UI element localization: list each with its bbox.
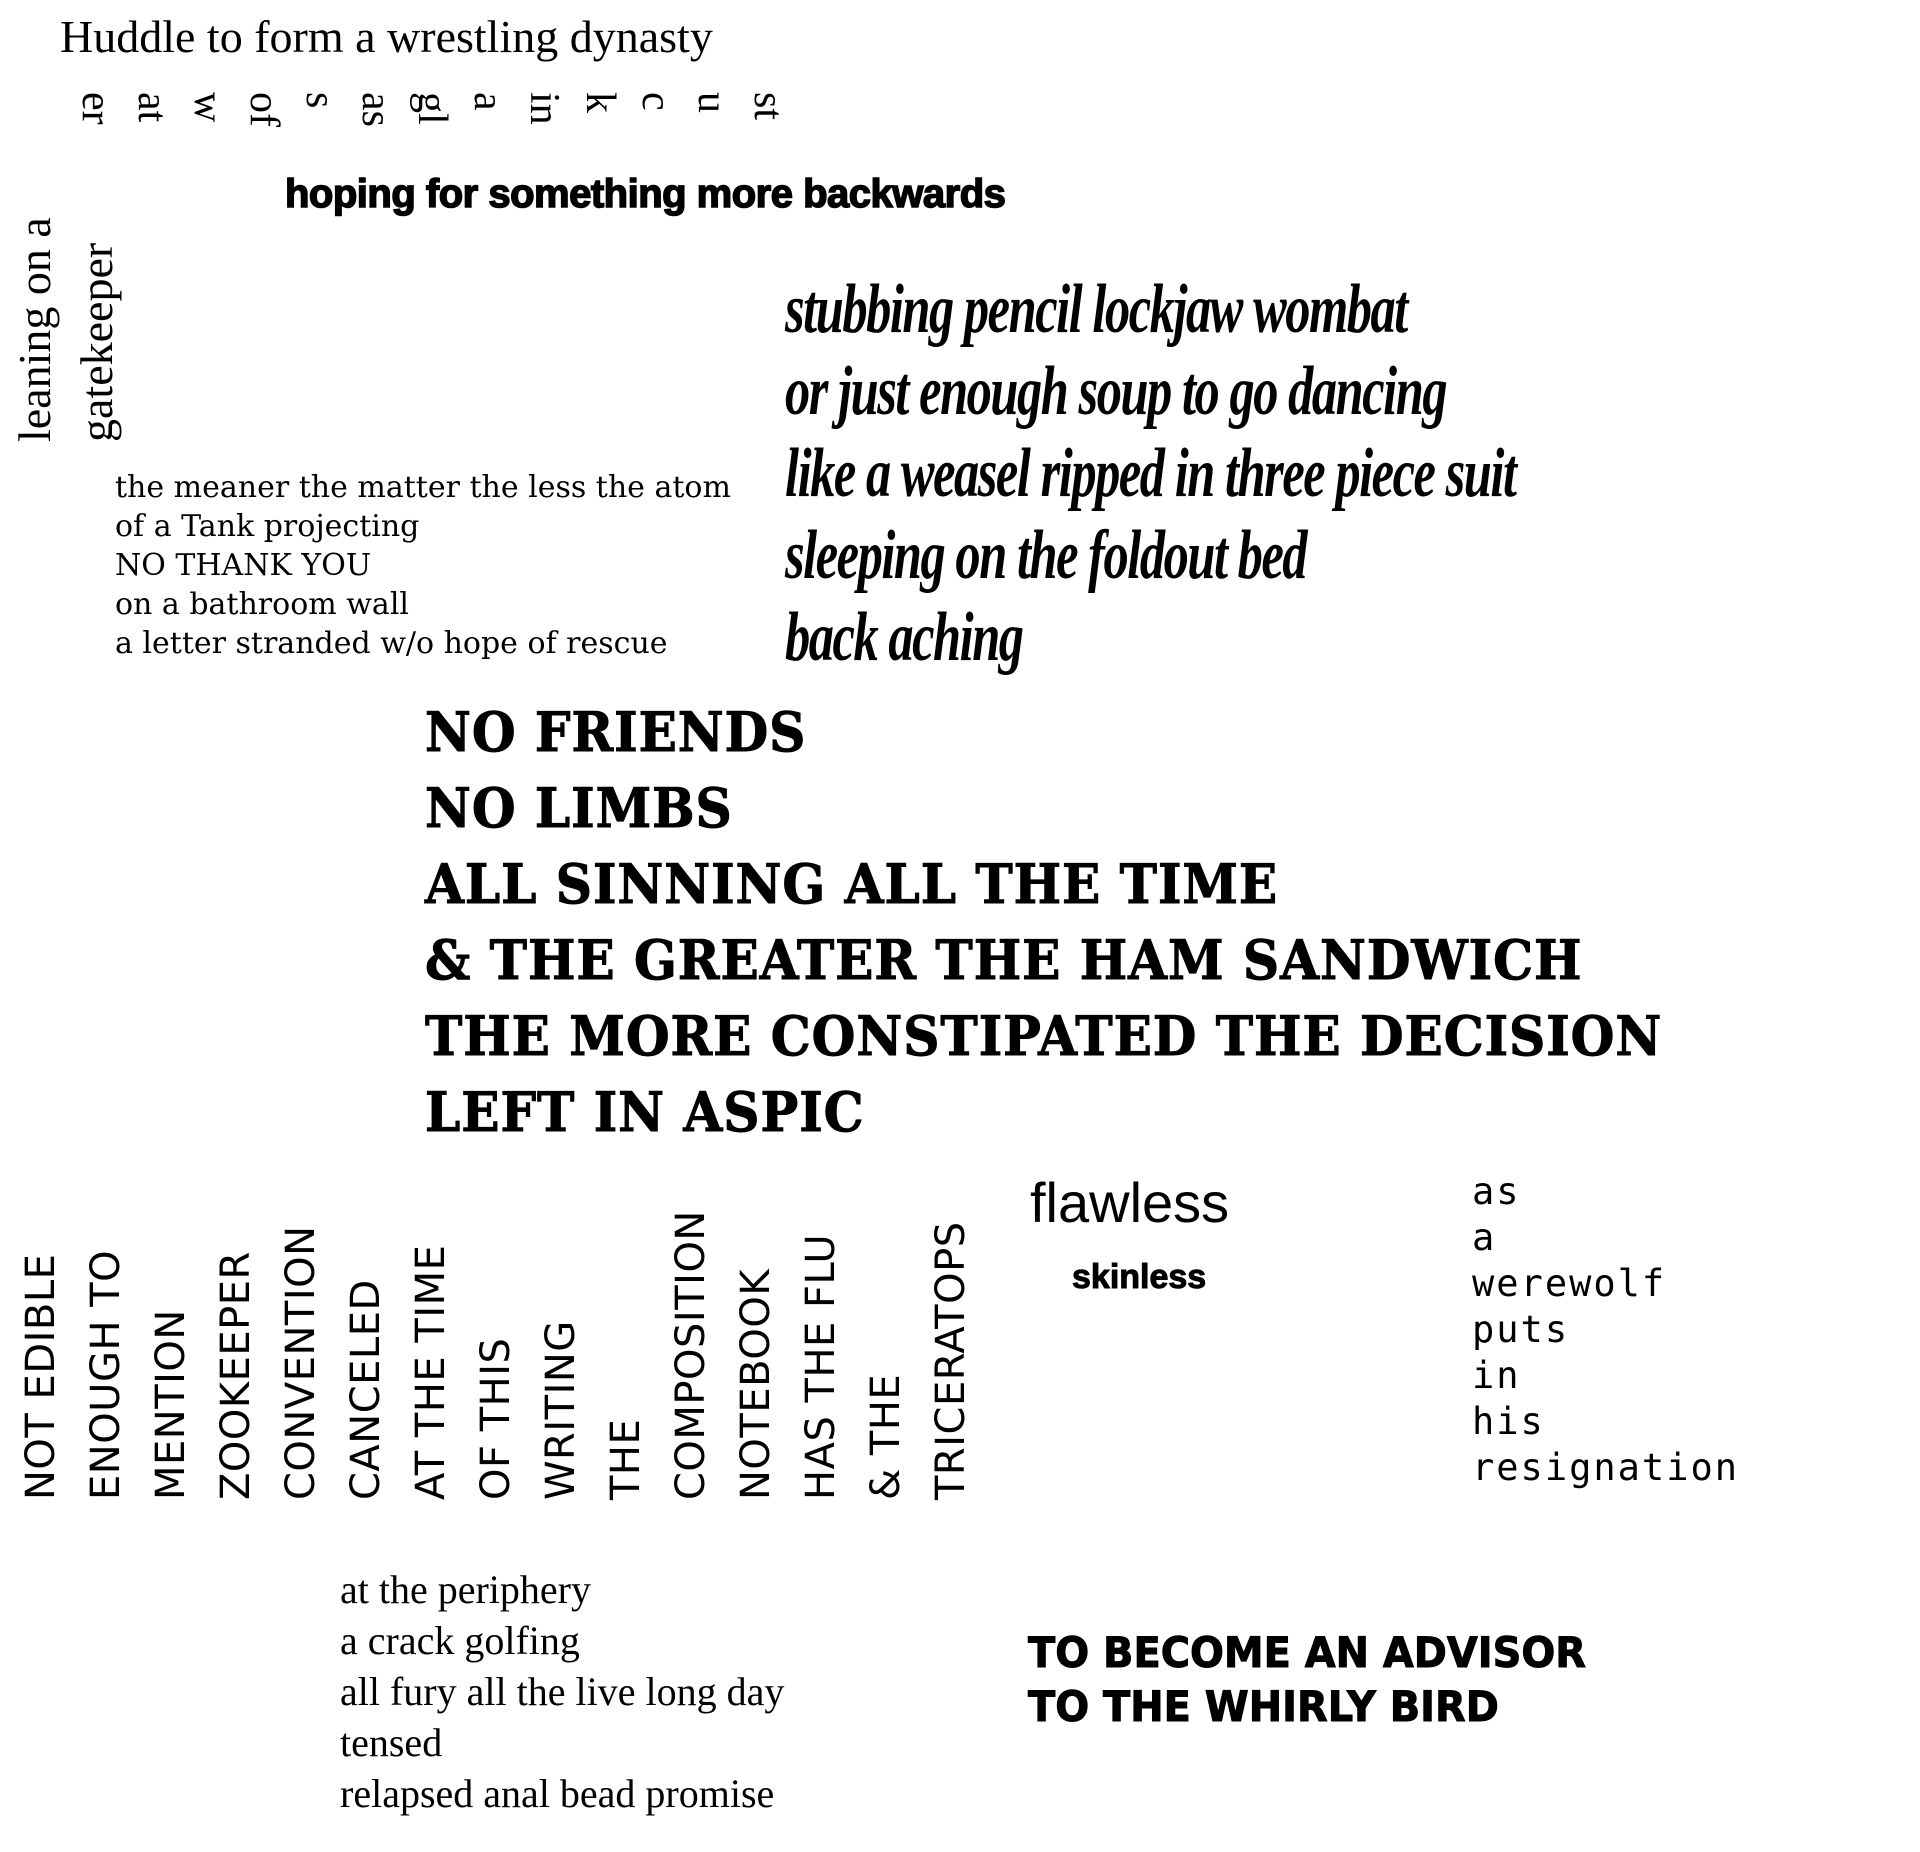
vertical-letter: er bbox=[73, 92, 119, 125]
leaning-line: gatekeeper bbox=[71, 242, 122, 442]
werewolf-line: puts bbox=[1472, 1308, 1570, 1351]
vertical-letter: at bbox=[129, 92, 175, 123]
italic-line: back aching bbox=[785, 599, 1023, 676]
italic-line: or just enough soup to go dancing bbox=[785, 353, 1447, 430]
italic-line: like a weasel ripped in three piece suit bbox=[785, 435, 1516, 512]
vertical-column: CANCELED bbox=[343, 1279, 389, 1500]
werewolf-line: resignation bbox=[1472, 1446, 1740, 1489]
poem-title: Huddle to form a wrestling dynasty bbox=[60, 11, 713, 62]
caps-line: NO LIMBS bbox=[425, 776, 733, 840]
vertical-letter: k bbox=[577, 92, 623, 113]
vertical-column: NOTEBOOK bbox=[733, 1268, 779, 1500]
vertical-letter: as bbox=[353, 92, 399, 127]
skinless-word: skinless bbox=[1072, 1258, 1207, 1296]
vertical-letter: gl bbox=[409, 92, 455, 125]
meaner-line: a letter stranded w/o hope of rescue bbox=[115, 626, 668, 661]
periphery-line: a crack golfing bbox=[340, 1618, 580, 1663]
vertical-column: MENTION bbox=[148, 1309, 194, 1500]
vertical-letter: st bbox=[745, 92, 791, 121]
leaning-line: leaning on a bbox=[9, 217, 60, 442]
periphery-line: all fury all the live long day bbox=[340, 1669, 785, 1714]
vertical-column: HAS THE FLU bbox=[798, 1233, 844, 1500]
periphery-line: tensed bbox=[340, 1720, 443, 1765]
vertical-column: CONVENTION bbox=[278, 1225, 324, 1500]
vertical-letter: s bbox=[297, 92, 343, 109]
meaner-line: NO THANK YOU bbox=[115, 548, 372, 583]
vertical-column: TRICERATOPS bbox=[928, 1221, 974, 1500]
meaner-line: of a Tank projecting bbox=[115, 509, 420, 544]
vertical-letter: c bbox=[633, 92, 679, 111]
caps-line: THE MORE CONSTIPATED THE DECISION bbox=[425, 1004, 1663, 1068]
periphery-line: at the periphery bbox=[340, 1567, 591, 1612]
hoping-line: hoping for something more backwards bbox=[285, 172, 1006, 216]
caps-line: & THE GREATER THE HAM SANDWICH bbox=[425, 928, 1583, 992]
vertical-column: & THE bbox=[863, 1373, 909, 1500]
vertical-column: ZOOKEEPER bbox=[213, 1251, 259, 1500]
vertical-column: AT THE TIME bbox=[408, 1244, 454, 1500]
caps-line: NO FRIENDS bbox=[425, 700, 807, 764]
vertical-letter: w bbox=[185, 92, 231, 123]
advisor-line: TO BECOME AN ADVISOR bbox=[1028, 1628, 1587, 1677]
vertical-letter: a bbox=[465, 92, 511, 111]
werewolf-line: a bbox=[1472, 1216, 1497, 1259]
flawless-word: flawless bbox=[1030, 1171, 1230, 1234]
meaner-line: on a bathroom wall bbox=[115, 587, 410, 622]
vertical-letter: of bbox=[241, 92, 287, 127]
caps-line: LEFT IN ASPIC bbox=[425, 1080, 865, 1144]
meaner-line: the meaner the matter the less the atom bbox=[115, 470, 731, 505]
vertical-column: COMPOSITION bbox=[668, 1210, 714, 1500]
vertical-column: OF THIS bbox=[473, 1337, 519, 1500]
vertical-column: WRITING bbox=[538, 1320, 584, 1500]
werewolf-line: in bbox=[1472, 1354, 1521, 1397]
vertical-letter: u bbox=[689, 92, 735, 113]
periphery-line: relapsed anal bead promise bbox=[340, 1771, 775, 1816]
advisor-line: TO THE WHIRLY BIRD bbox=[1028, 1682, 1499, 1731]
vertical-letter: in bbox=[521, 92, 567, 125]
werewolf-line: his bbox=[1472, 1400, 1545, 1443]
werewolf-line: werewolf bbox=[1472, 1262, 1667, 1305]
caps-line: ALL SINNING ALL THE TIME bbox=[425, 852, 1279, 916]
italic-line: sleeping on the foldout bed bbox=[785, 517, 1307, 594]
werewolf-line: as bbox=[1472, 1170, 1521, 1213]
vertical-column: THE bbox=[603, 1418, 649, 1500]
vertical-column: NOT EDIBLE bbox=[18, 1253, 64, 1500]
italic-line: stubbing pencil lockjaw wombat bbox=[785, 271, 1407, 348]
vertical-column: ENOUGH TO bbox=[83, 1249, 129, 1500]
